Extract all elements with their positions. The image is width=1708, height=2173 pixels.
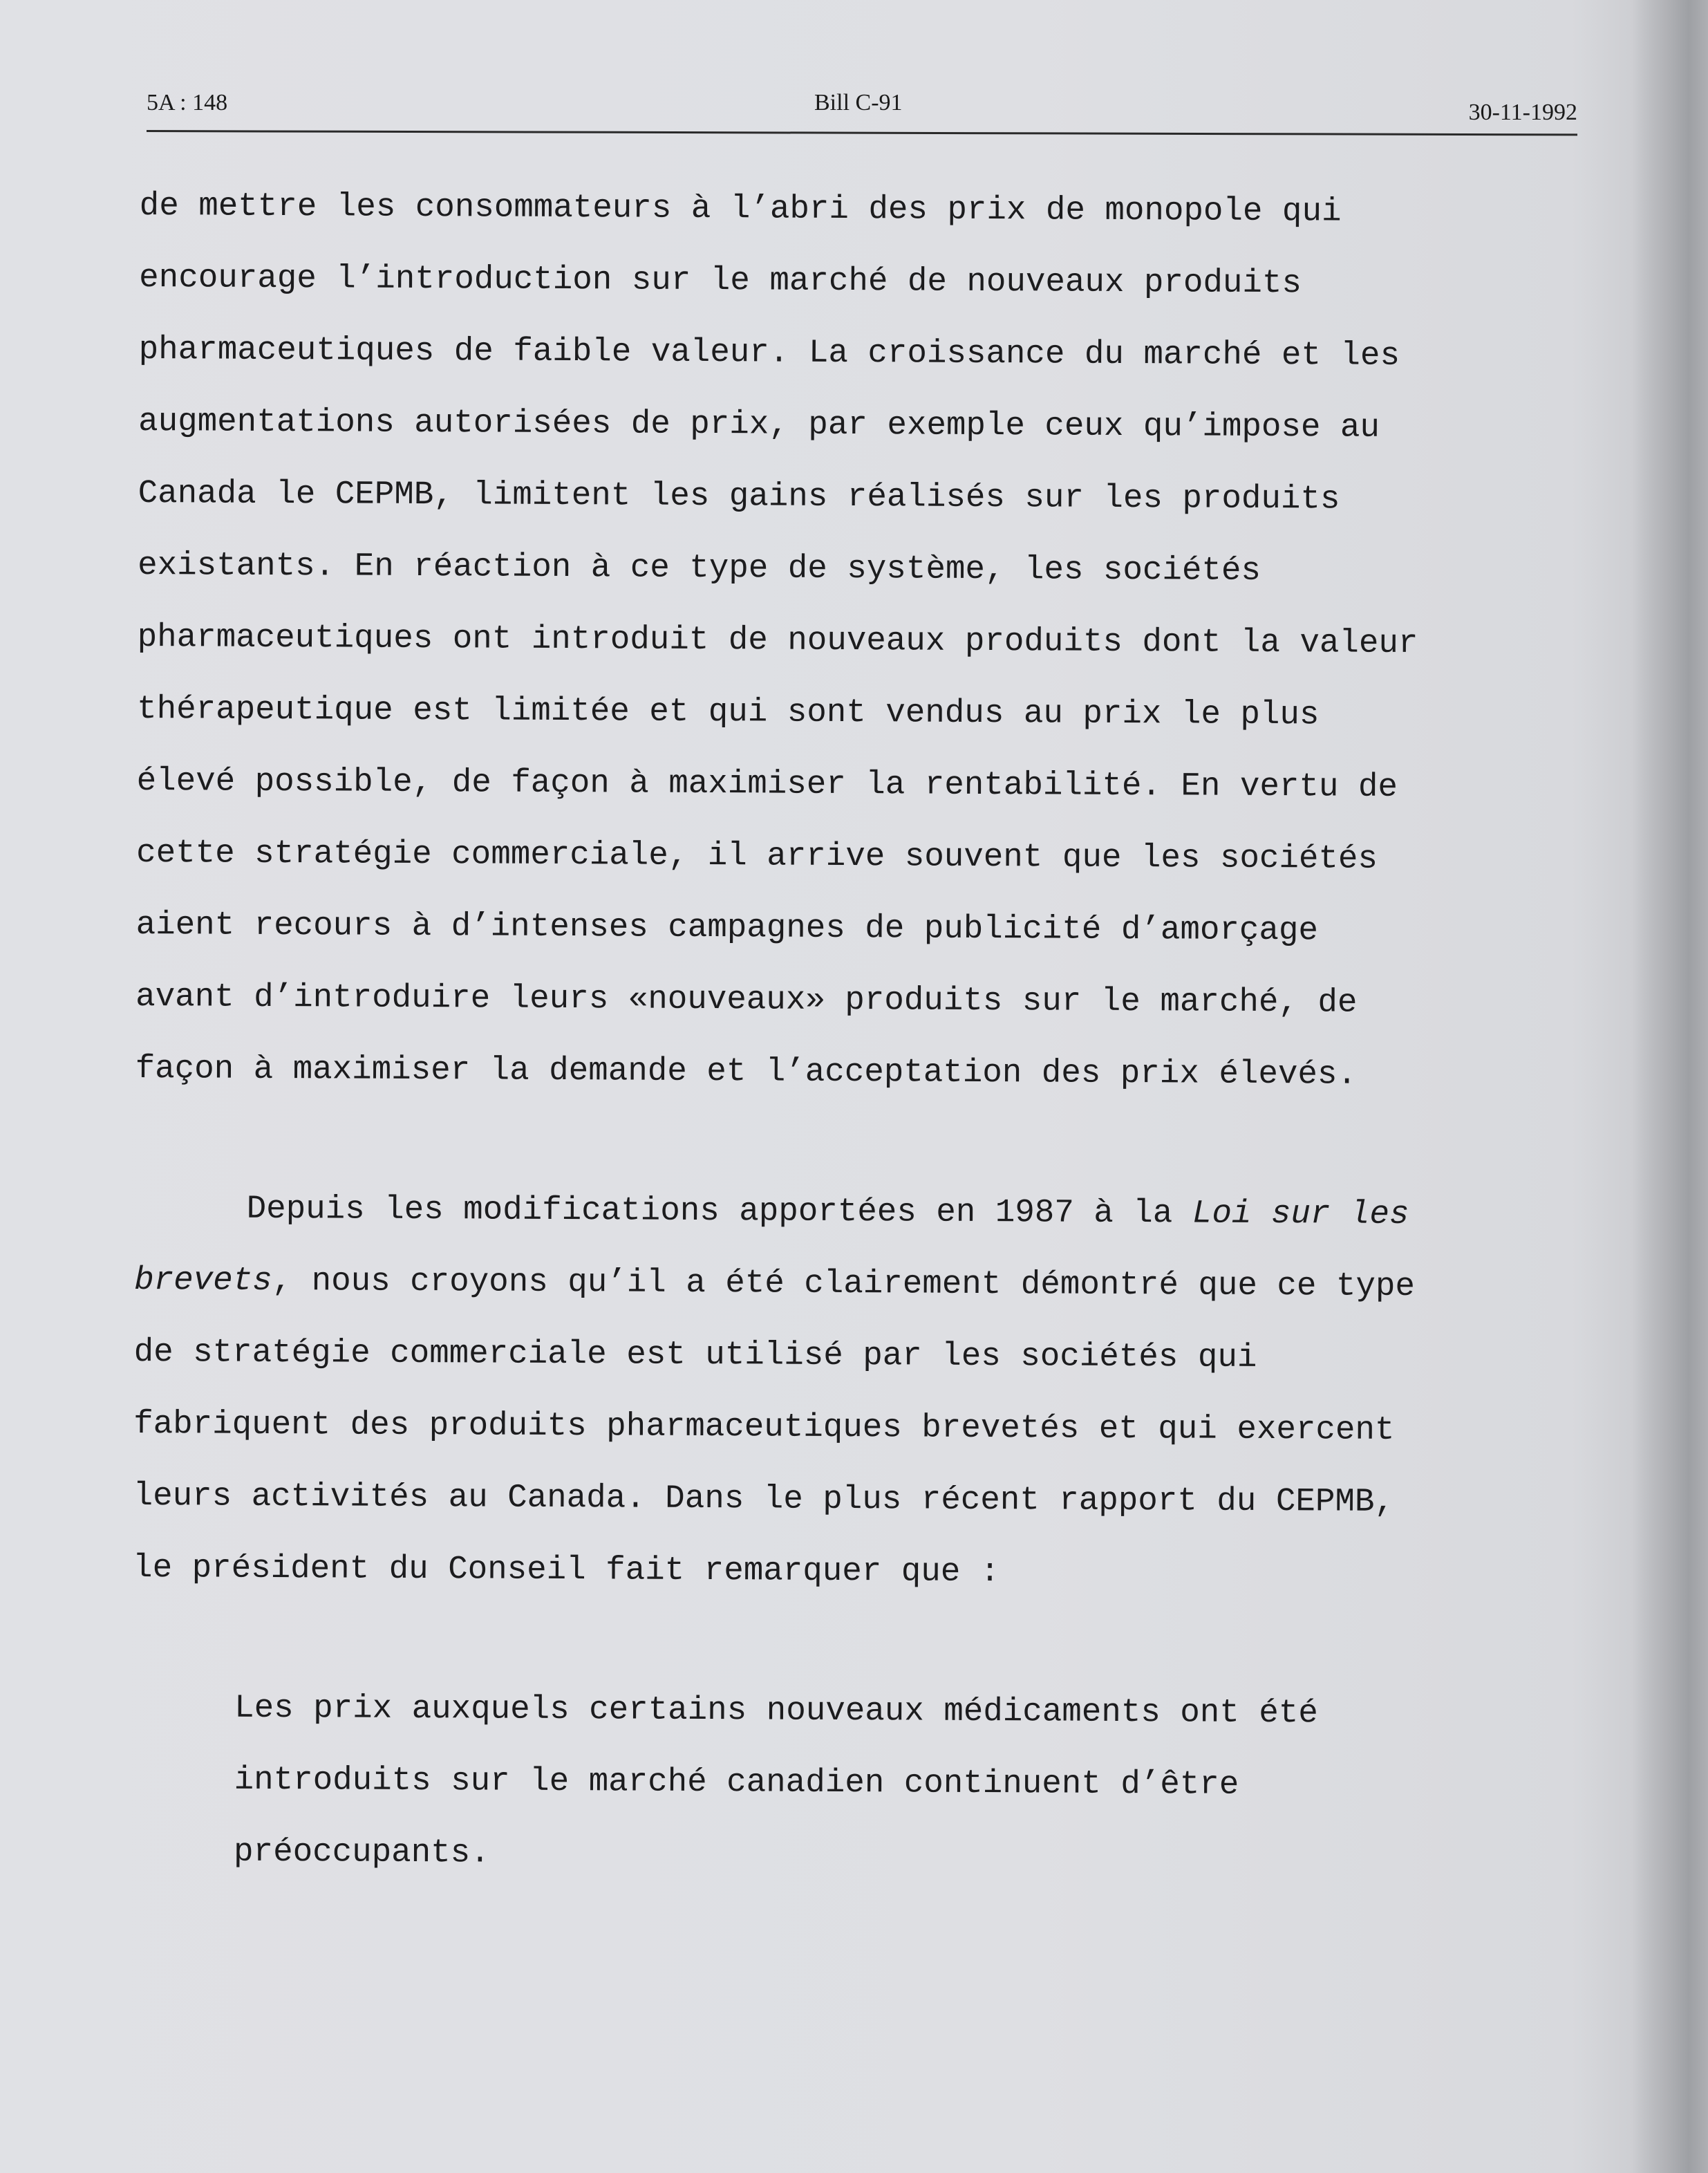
quote-line: Les prix auxquels certains nouveaux médicaments ont été	[234, 1689, 1319, 1733]
page-number: 5A : 148	[147, 90, 228, 115]
quote-line: introduits sur le marché canadien continuent d’être	[234, 1761, 1239, 1804]
bill-title: Bill C-91	[814, 90, 903, 115]
text-line: aient recours à d’intenses campagnes de publicité d’amorçage	[135, 906, 1319, 950]
text-line: fabriquent des produits pharmaceutiques brevetés et qui exercent	[133, 1405, 1395, 1449]
paragraph-gap	[132, 1604, 1584, 1679]
header-date: 30-11-1992	[1468, 100, 1577, 125]
text-line: leurs activités au Canada. Dans le plus récent rapport du CEPMB,	[133, 1477, 1395, 1521]
page-edge-shadow	[1632, 0, 1708, 2173]
paragraph-gap	[135, 1105, 1586, 1179]
text-line: Canada le CEPMB, limitent les gains réalisés sur les produits	[138, 474, 1340, 519]
text-line: de mettre les consommateurs à l’abri des prix de monopole qui	[139, 187, 1342, 231]
block-quote	[131, 1672, 1584, 1894]
page-header	[147, 84, 1577, 140]
quote-line: préoccupants.	[233, 1833, 490, 1872]
law-title-italic: brevets	[134, 1261, 272, 1300]
text-line	[134, 1173, 1586, 1251]
text-line: augmentations autorisées de prix, par exemple ceux qu’impose au	[138, 402, 1380, 447]
text-line	[134, 1244, 1586, 1323]
text-line: façon à maximiser la demande et l’acceptation des prix élevés.	[135, 1050, 1358, 1094]
text-line: le président du Conseil fait remarquer que :	[132, 1549, 1000, 1592]
paragraph-2	[133, 1173, 1586, 1611]
text-line: existants. En réaction à ce type de système, les sociétés	[138, 546, 1261, 590]
text-line: cette stratégie commerciale, il arrive souvent que les sociétés	[136, 834, 1378, 878]
text-line: élevé possible, de façon à maximiser la rentabilité. En vertu de	[136, 762, 1398, 806]
text-line: thérapeutique est limitée et qui sont vendus au prix le plus	[137, 690, 1320, 734]
header-rule	[147, 130, 1577, 136]
paragraph-1	[135, 170, 1591, 1112]
text-line: de stratégie commerciale est utilisé par les sociétés qui	[133, 1333, 1257, 1377]
text-line: pharmaceutiques de faible valeur. La croissance du marché et les	[138, 330, 1400, 375]
law-title-italic: Loi sur les	[1192, 1195, 1409, 1233]
text-run: Depuis les modifications apportées en 1987 à la	[246, 1190, 1193, 1233]
text-line: pharmaceutiques ont introduit de nouveaux produits dont la valeur	[137, 618, 1418, 663]
text-line: avant d’introduire leurs «nouveaux» produits sur le marché, de	[135, 978, 1358, 1022]
text-run: , nous croyons qu’il a été clairement démontré que ce type	[272, 1262, 1416, 1306]
text-line: encourage l’introduction sur le marché de nouveaux produits	[139, 259, 1302, 303]
body-text	[131, 170, 1591, 1894]
